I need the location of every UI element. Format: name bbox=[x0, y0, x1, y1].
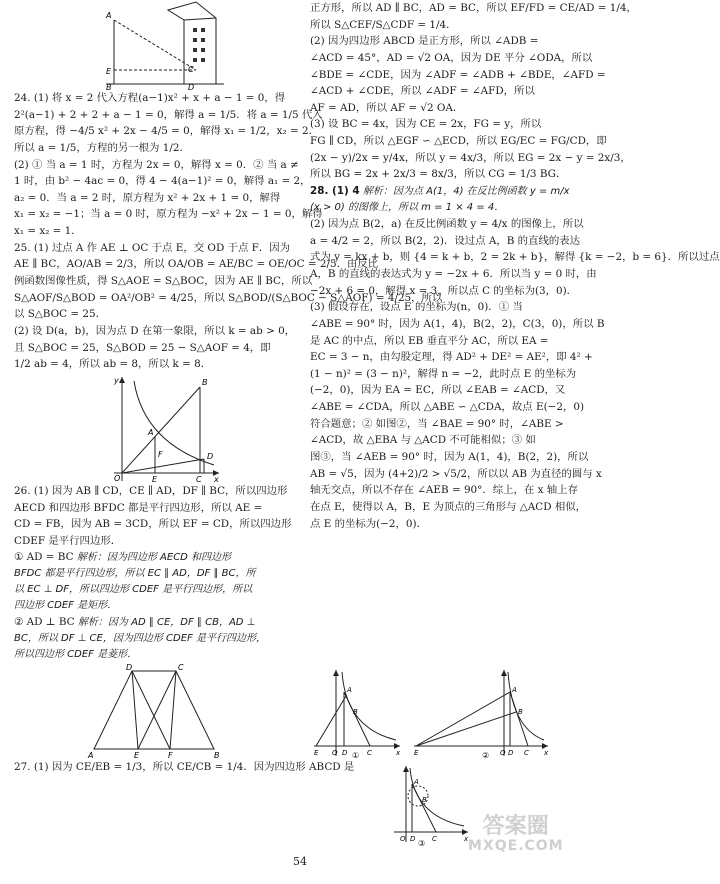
svg-text:B: B bbox=[353, 708, 358, 716]
q26-hand-1-line-1: 解析：因为四边形 AECD 和四边形 bbox=[76, 552, 232, 564]
q26-line-2: AECD 和四边形 BFDC 都是平行四边形，所以 AE = bbox=[14, 501, 263, 514]
svg-text:B: B bbox=[422, 796, 427, 804]
q25-line-8: 1/2 ab = 4，所以 ab = 8，所以 k = 8． bbox=[14, 358, 212, 371]
r-line-17: (3) 假设存在，设点 E 的坐标为(n，0)．① 当 bbox=[310, 301, 523, 314]
q25-line-2: AE ∥ BC，AO/AB = 2/3，所以 OA/OB = AE/BC = OE/OC = 2/5．由反比 bbox=[14, 258, 379, 271]
r-line-22: (−2，0)，因为 EA = EC，所以 ∠EAB = ∠ACD，又 bbox=[310, 384, 566, 397]
r-line-15: A，B 的直线的表达式为 y = −2x + 6．所以当 y = 0 时，由 bbox=[310, 267, 597, 280]
svg-text:C: C bbox=[178, 663, 184, 673]
right-column bbox=[310, 0, 720, 532]
trapezoid-figure bbox=[84, 663, 234, 759]
r-line-12: (2) 因为点 B(2，a) 在反比例函数 y = 4/x 的图像上，所以 bbox=[310, 218, 584, 231]
q28-hand-1: 解析：因为点 A(1，4) 在反比例函数 y = m/x bbox=[362, 186, 570, 198]
svg-text:E: E bbox=[134, 751, 140, 761]
svg-text:E: E bbox=[414, 749, 419, 757]
svg-text:O: O bbox=[332, 749, 338, 757]
q24-line-3: 原方程，得 −4/5 x² + 2x − 4/5 = 0，解得 x₁ = 1/2，x₂ = 2． bbox=[14, 125, 320, 138]
svg-text:D: D bbox=[126, 663, 133, 673]
svg-text:F: F bbox=[158, 449, 163, 459]
r-line-10: (2x − y)/2x = y/4x，所以 y = 4x/3，所以 EG = 2x − y = 2x/3， bbox=[310, 151, 631, 164]
svg-text:B: B bbox=[202, 377, 208, 387]
svg-text:C: C bbox=[196, 474, 202, 484]
q28-hand-2: (x > 0) 的图像上，所以 m = 1 × 4 = 4． bbox=[310, 202, 505, 214]
svg-text:y: y bbox=[114, 375, 119, 385]
q26-hand-2-line-3: 所以四边形 CDEF 是菱形． bbox=[14, 649, 138, 661]
page-number: 54 bbox=[293, 855, 307, 868]
r-line-21: (1 − n)² = (3 − n)²，解得 n = −2，此时点 E 的坐标为 bbox=[310, 367, 577, 380]
q26-part2-a-lead: ① AD = BC bbox=[14, 551, 74, 564]
r-line-26: 图③，当 ∠AEB = 90° 时，因为 A(1，4)，B(2，2)，所以 bbox=[310, 451, 589, 464]
r-line-29: 在点 E，使得以 A，B，E 为顶点的三角形与 △ACD 相似， bbox=[310, 500, 587, 513]
r-line-7: AF = AD，所以 AF = √2 OA． bbox=[310, 101, 464, 114]
r-line-4: ∠ACD = 45°，AD = √2 OA，因为 DE 平分 ∠ODA，所以 bbox=[310, 51, 593, 64]
svg-text:F: F bbox=[168, 751, 173, 761]
q26-hand-2-line-1: 解析：因为 AD ∥ CE，DF ∥ CB，AD ⊥ bbox=[77, 617, 256, 629]
r-line-28: 轴无交点，所以不存在 ∠AEB = 90°．综上，在 x 轴上存 bbox=[310, 484, 578, 497]
svg-text:D: D bbox=[207, 451, 214, 461]
svg-text:x: x bbox=[464, 835, 469, 843]
building-figure bbox=[104, 0, 244, 90]
r-line-23: ∠ABE = ∠CDA，所以 △ABE ∽ △CDA，故点 E(−2，0) bbox=[310, 401, 584, 414]
q27-line-1: 27. (1) 因为 CE/EB = 1/3，所以 CE/CB = 1/4．因为四边形 ABCD 是 bbox=[14, 761, 355, 774]
svg-text:D: D bbox=[508, 749, 514, 757]
figure-1 bbox=[312, 668, 404, 760]
svg-text:O: O bbox=[500, 749, 506, 757]
r-line-13: a = 4/2 = 2，所以 B(2，2)．设过点 A，B 的直线的表达 bbox=[310, 234, 581, 247]
svg-text:x: x bbox=[544, 749, 549, 757]
figure-2 bbox=[412, 668, 552, 760]
hyperbola-figure bbox=[104, 373, 224, 483]
q24-line-1: 24. (1) 将 x = 2 代入方程(a−1)x² + x + a − 1 = 0，得 bbox=[14, 92, 286, 104]
q25-line-5: 以 S△BOC = 25． bbox=[14, 308, 107, 321]
q28-line-1 bbox=[310, 183, 590, 200]
svg-text:A: A bbox=[106, 11, 112, 20]
watermark-line-1: 答案圈 bbox=[482, 814, 549, 839]
svg-text:B: B bbox=[106, 83, 112, 92]
r-line-27: AB = √5，因为 (4+2)/2 > √5/2，所以以 AB 为直径的圆与 x bbox=[310, 467, 602, 480]
q26-part2-a bbox=[14, 549, 296, 566]
r-line-19: 是 AC 的中点，所以 EB 垂直平分 AC，所以 EA = bbox=[310, 334, 549, 347]
r-line-2: 所以 S△CEF/S△CDF = 1/4． bbox=[310, 18, 457, 31]
svg-text:A: A bbox=[88, 751, 94, 761]
svg-text:A: A bbox=[414, 778, 419, 786]
r-line-6: ∠ACD + ∠CDE，所以 ∠ADF = ∠AFD，所以 bbox=[310, 85, 535, 98]
svg-text:D: D bbox=[188, 83, 195, 92]
q25-line-1: 25. (1) 过点 A 作 AE ⊥ OC 于点 E，交 OD 于点 F．因为 bbox=[14, 241, 291, 254]
r-line-20: EC = 3 − n，由勾股定理，得 AD² + DE² = AE²，即 4² + bbox=[310, 351, 593, 364]
svg-text:O: O bbox=[114, 473, 121, 483]
r-line-18: ∠ABE = 90° 时，因为 A(1，4)，B(2，2)，C(3，0)，所以 B bbox=[310, 317, 605, 330]
r-line-24: 符合题意；② 如图②，当 ∠BAE = 90° 时，∠ABE > bbox=[310, 417, 564, 430]
q25-line-6: (2) 设 D(a，b)，因为点 D 在第一象限，所以 k = ab > 0， bbox=[14, 324, 296, 337]
svg-text:B: B bbox=[214, 751, 220, 761]
q24-line-9: x₁ = x₂ = 1． bbox=[14, 225, 82, 238]
svg-text:E: E bbox=[314, 749, 319, 757]
q26-line-3: CD = FB，因为 AB = 3CD，所以 EF = CD，所以四边形 bbox=[14, 518, 292, 531]
q26-line-1: 26. (1) 因为 AB ∥ CD，CE ∥ AD，DF ∥ BC，所以四边形 bbox=[14, 484, 288, 497]
figure-1-label: ① bbox=[352, 751, 360, 760]
svg-text:C: C bbox=[367, 749, 372, 757]
svg-text:O: O bbox=[400, 835, 406, 843]
svg-text:C: C bbox=[432, 835, 437, 843]
q25-line-7: 且 S△BOC = 25，S△BOD = 25 − S△AOF = 4，即 bbox=[14, 341, 271, 354]
r-line-1: 正方形，所以 AD ∥ BC，AD = BC，所以 EF/FD = CE/AD = 1/4， bbox=[310, 2, 637, 14]
r-line-16: −2x + 6 = 0，解得 x = 3，所以点 C 的坐标为(3，0)． bbox=[310, 284, 578, 297]
r-line-5: ∠BDE = ∠CDE，因为 ∠ADF = ∠ADB + ∠BDE，∠AFD = bbox=[310, 68, 606, 81]
q24-line-7: a₂ = 0．当 a = 2 时，原方程为 x² + 2x + 1 = 0，解得 bbox=[14, 191, 281, 204]
q24-line-6: 1 时，由 b² − 4ac = 0，得 4 − 4(a−1)² = 0，解得 a₁ = 2， bbox=[14, 175, 311, 188]
q24-line-8: x₁ = x₂ = −1；当 a = 0 时，原方程为 −x² + 2x − 1 = 0，解得 bbox=[14, 208, 323, 221]
watermark-logo bbox=[468, 815, 564, 855]
svg-text:B: B bbox=[518, 708, 523, 716]
svg-text:A: A bbox=[512, 686, 517, 694]
q26-hand-2-line-2: BC，所以 DF ⊥ CE，因为四边形 CDEF 是平行四边形， bbox=[14, 633, 266, 645]
q26-line-4: CDEF 是平行四边形． bbox=[14, 534, 122, 547]
q25-line-3: 例函数图像性质，得 S△AOE = S△BOC，因为 AE ∥ BC，所以 bbox=[14, 275, 313, 288]
q24-line-4: 所以 a = 1/5，方程的另一根为 1/2． bbox=[14, 141, 190, 154]
q24-line-2: 2²(a−1) + 2 + 2 + a − 1 = 0，解得 a = 1/5．将 a = 1/5 代入 bbox=[14, 108, 323, 121]
q26-hand-1-line-2: BFDC 都是平行四边形，所以 EC ∥ AD，DF ∥ BC，所 bbox=[14, 568, 256, 580]
svg-text:C: C bbox=[524, 749, 529, 757]
watermark-line-2: MXQE.COM bbox=[468, 838, 564, 855]
svg-text:A: A bbox=[347, 686, 352, 694]
r-line-9: FG ∥ CD，所以 △EGF ∽ △ECD，所以 EG/EC = FG/CD，即 bbox=[310, 135, 607, 148]
svg-text:D: D bbox=[342, 749, 348, 757]
q28-lead: 28. (1) 4 bbox=[310, 185, 360, 198]
r-line-11: 所以 BG = 2x + 2x/3 = 8x/3，所以 CG = 1/3 BG． bbox=[310, 168, 567, 181]
svg-text:C: C bbox=[188, 65, 194, 74]
figure-3 bbox=[392, 764, 472, 848]
r-line-3: (2) 因为四边形 ABCD 是正方形，所以 ∠ADB = bbox=[310, 35, 539, 48]
figure-3-label: ③ bbox=[418, 839, 426, 848]
svg-text:D: D bbox=[410, 835, 416, 843]
svg-text:E: E bbox=[152, 474, 158, 484]
svg-text:E: E bbox=[106, 67, 112, 76]
q26-part2-b-lead: ② AD ⊥ BC bbox=[14, 616, 75, 629]
r-line-14: 式为 y = kx + b，则 {4 = k + b，2 = 2k + b}，解得 {k = −2，b = 6}．所以过点 bbox=[310, 251, 720, 264]
svg-text:x: x bbox=[214, 474, 219, 484]
q26-part2-b bbox=[14, 614, 296, 631]
q26-hand-1-line-4: 四边形 CDEF 是矩形． bbox=[14, 600, 118, 612]
q24-line-5: (2) ① 当 a = 1 时，方程为 2x = 0，解得 x = 0．② 当 a ≠ bbox=[14, 158, 299, 171]
figure-2-label: ② bbox=[482, 751, 490, 760]
svg-text:x: x bbox=[396, 749, 401, 757]
r-line-8: (3) 设 BC = 4x，因为 CE = 2x，FG = y，所以 bbox=[310, 118, 542, 131]
r-line-25: ∠ACD，故 △EBA 与 △ACD 不可能相似；③ 如 bbox=[310, 434, 536, 447]
r-line-30: 点 E 的坐标为(−2，0)． bbox=[310, 517, 427, 530]
q26-hand-1-line-3: 以 EC ⊥ DF，所以四边形 CDEF 是平行四边形，所以 bbox=[14, 584, 253, 596]
q25-line-4: S△AOF/S△BOD = OA²/OB² = 4/25，所以 S△BOD/(S△BOC − S△AOF) = 4/25，所以 bbox=[14, 291, 443, 304]
svg-text:A: A bbox=[148, 427, 154, 437]
